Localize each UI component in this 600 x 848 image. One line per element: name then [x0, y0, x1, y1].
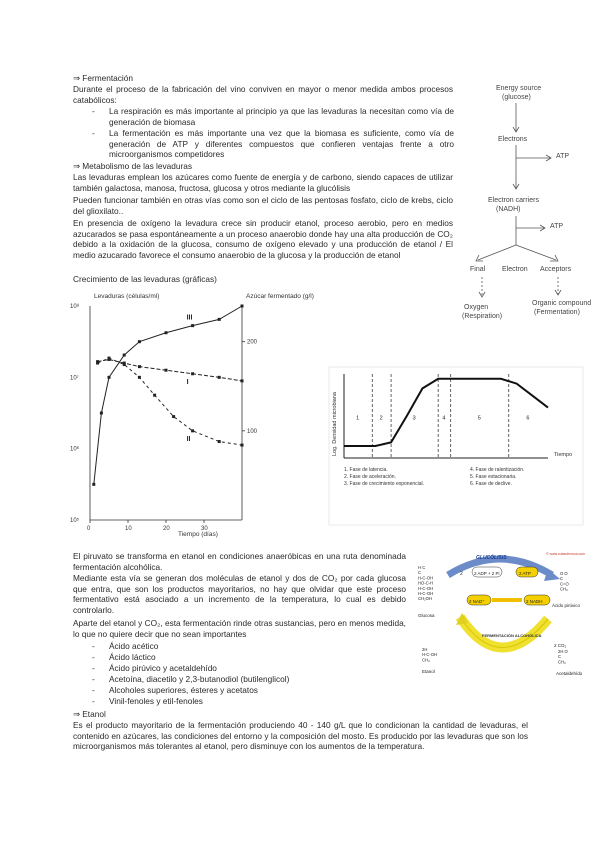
series-label: III [186, 314, 193, 322]
data-point [191, 429, 194, 432]
legend-item: 2. Fase de aceleración. [344, 474, 396, 480]
paragraph-graficas: Crecimiento de las levaduras (gráficas) [73, 274, 217, 284]
phase-label: 5 [477, 415, 481, 422]
bullet-respiracion: La respiración es más importante al principio ya que las levaduras la necesitan como vía de generación de biomasa [109, 106, 454, 127]
energy-source-label: Energy source [496, 85, 542, 92]
series-label: I [186, 378, 189, 386]
paragraph-ruta: Mediante esta vía se generan dos moléculas de etanol y dos de CO₂ por cada glucosa que entra, que son los productos mayoritarios, no hay que olvidar que este proceso fermentativo está asociado a un incremento de la temperatura, lo cual es debido controlarlo. [73, 573, 406, 615]
chart2-xlabel: Tiempo [554, 452, 573, 458]
electrons-label: Electrons [498, 136, 528, 143]
paragraph-etanol: Es el producto mayoritario de la fermentación produciendo 40 - 140 g/L que lo condicionan la cantidad de levaduras, el contenido en azúcares, las condiciones del entorno y la composición del mosto. Es producido por las levaduras que son los microorganismos más tolerantes al etanol, pero disminuye con los aumentos de la temperatura. [73, 720, 528, 752]
paragraph-oxigeno: En presencia de oxígeno la levadura crece sin producir etanol, proceso aerobio, pero en medios azucarados se pasa espontáneamente a un proceso anaerobio donde hay una alta producción de CO₂ debido a la oxidación de la glucosa, consumo de oxígeno elevado y una producción de etanol / El medio azucarado favorece el consumo anaerobio de la glucosa y la producción de etanol [73, 218, 453, 260]
data-point [108, 357, 111, 360]
list-item: Ácido láctico [109, 652, 156, 662]
growth-phase-chart [328, 366, 584, 526]
glucose-formula-line: H C [418, 565, 426, 570]
paragraph-vias: Pueden funcionar también en otras vías como son el ciclo de las pentosas fosfato, ciclo de krebs, ciclo del glioxilato.. [73, 195, 453, 216]
atp-label-2: ATP [550, 223, 564, 230]
bullet-dash: - [92, 106, 95, 116]
acetaldehyde-formula-line: C [558, 654, 562, 660]
co2-label: 2 CO₂ [554, 643, 567, 648]
data-point [123, 354, 126, 357]
acetaldehido-label: Acetaldehído [556, 671, 583, 676]
paragraph-piruvato: El piruvato se transforma en etanol en condiciones anaeróbicas en una ruta denominada fermentación alcohólica. [73, 551, 406, 572]
data-point [241, 379, 244, 382]
chart1-y2label: Azúcar fermentado (g/l) [246, 293, 314, 300]
data-point [218, 440, 221, 443]
data-point [92, 483, 95, 486]
list-dash: - [92, 674, 95, 684]
series-line-III [94, 306, 242, 484]
list-dash: - [92, 663, 95, 673]
data-point [218, 318, 221, 321]
phase-label: 4 [442, 415, 446, 422]
paragraph-intro: Durante el proceso de la fabricación del vino conviven en mayor o menor medida ambos procesos catabólicos: [73, 84, 453, 105]
glucose-formula-line: C [418, 570, 422, 576]
ethanol-formula-line: H-C-OH [422, 652, 438, 658]
nadh-label: 2 NADH [526, 599, 543, 604]
x-tick-label: 20 [163, 526, 170, 532]
ethanol-formula-line: CH₃ [422, 657, 430, 663]
y2-tick-label: 200 [247, 339, 258, 346]
glucolisis-title: GLUCÓLISIS [476, 555, 507, 561]
data-point [165, 331, 168, 334]
x-tick-label: 10 [125, 526, 132, 532]
nad-label: 2 NAD⁺ [469, 599, 485, 604]
glucose-formula-line: H-C-OH [418, 591, 434, 596]
bullet-fermentacion: La fermentación es más importante una vez que la biomasa es suficiente, como vía de generación de ATP y diferentes compuestos que confieren ventajas frente a otro microorganismos competidores [109, 128, 454, 160]
list-dash: - [92, 652, 95, 662]
data-point [191, 372, 194, 375]
adp-label: 2 ADP + 2 Pi [474, 571, 500, 576]
data-point [191, 324, 194, 327]
y-tick-label: 10⁵ [70, 518, 80, 524]
pyruvate-formula-line: CH₃ [560, 586, 568, 592]
y-tick-label: 10⁸ [70, 304, 80, 310]
phase-label: 2 [379, 415, 383, 422]
data-point [108, 376, 111, 379]
atp-label: 2 ATP [519, 571, 531, 576]
data-point [138, 340, 141, 343]
y2-tick-label: 100 [247, 428, 258, 435]
glycolysis-diagram [412, 547, 588, 681]
glucose-formula-line: H-C-OH [418, 575, 434, 581]
electron-label: Electron [502, 266, 528, 273]
phase-label: 3 [412, 415, 416, 422]
y-tick-label: 10⁷ [70, 375, 79, 382]
data-point [241, 444, 244, 447]
glucose-formula-line: CH₂OH [418, 596, 432, 602]
pyruvate-formula-line: C [560, 576, 564, 582]
glucose-formula-line: HO-C-H [418, 580, 434, 586]
data-point [153, 394, 156, 397]
ethanol-formula-line: 2H [422, 647, 428, 652]
data-point [172, 415, 175, 418]
pyruvate-formula-line: C=O [560, 581, 569, 587]
series-label: II [186, 435, 191, 443]
data-point [123, 363, 126, 366]
x-tick-label: 30 [201, 526, 208, 532]
paragraph-otras-sustancias: Aparte del etanol y CO₂, esta fermentación rinde otras sustancias, pero en menos medida, lo que no quiere decir que no sean importantes [73, 618, 406, 639]
fermentation-label: (Fermentation) [534, 309, 580, 316]
chart2-ylabel: Log. Densidad microbiana [332, 392, 338, 456]
svg-text:2: 2 [460, 571, 463, 577]
etanol-label: Etanol [422, 669, 435, 674]
data-point [165, 369, 168, 372]
bullet-dash: - [92, 128, 95, 138]
chart1-ylabel: Levaduras (células/ml) [94, 293, 160, 300]
acceptors-label: Acceptors [540, 266, 572, 273]
heading-fermentacion: ⇒ Fermentación [73, 73, 133, 83]
data-point [138, 376, 141, 379]
list-item: Acetoína, diacetilo y 2,3-butanodiol (butilenglicol) [109, 674, 290, 684]
energy-source-sub: (glucose) [502, 94, 531, 101]
respiration-label: (Respiration) [462, 313, 503, 320]
data-point [100, 412, 103, 415]
piruvico-label: Ácido pirúvico [552, 603, 581, 608]
credit: © www.cubadevinos.com [546, 552, 586, 556]
heading-etanol: ⇒ Etanol [73, 709, 106, 719]
legend-item: 4. Fase de ralentización. [470, 467, 525, 473]
data-point [138, 365, 141, 368]
legend-item: 5. Fase estacionaria. [470, 474, 517, 480]
heading-metabolismo: ⇒ Metabolismo de las levaduras [73, 161, 193, 171]
list-dash: - [92, 685, 95, 695]
data-point [241, 305, 244, 308]
final-label: Final [470, 266, 486, 273]
legend-item: 3. Fase de crecimiento exponencial. [344, 481, 425, 487]
chart1-xlabel: Tiempo (días) [178, 531, 218, 538]
phase-label: 6 [526, 415, 530, 422]
data-point [96, 362, 99, 365]
carriers-sub: (NADH) [496, 206, 521, 213]
list-item: Alcoholes superiores, ésteres y acetatos [109, 685, 258, 695]
list-item: Ácido acético [109, 641, 159, 651]
oxygen-label: Oxygen [464, 304, 489, 311]
data-point [218, 376, 221, 379]
energy-pathway-diagram [458, 80, 600, 320]
ferm-title: FERMENTACIÓN ALCOHÓLICA [482, 633, 542, 638]
list-item: Ácido pirúvico y acetaldehído [109, 663, 217, 673]
phase-label: 1 [356, 415, 360, 422]
y-tick-label: 10⁶ [70, 446, 80, 453]
list-dash: - [92, 696, 95, 706]
acetaldehyde-formula-line: 2H O [558, 649, 568, 654]
list-dash: - [92, 641, 95, 651]
acetaldehyde-formula-line: CH₃ [558, 659, 566, 665]
legend-item: 6. Fase de declive. [470, 481, 512, 487]
glucose-formula-line: H-C-OH [418, 585, 434, 591]
legend-item: 1. Fase de latencia. [344, 467, 388, 473]
atp-label-1: ATP [556, 153, 570, 160]
yeast-growth-chart [60, 288, 328, 548]
carriers-label: Electron carriers [488, 197, 539, 204]
glucosa-label: Glucosa [418, 613, 435, 618]
paragraph-azucares: Las levaduras emplean los azúcares como fuente de energía y de carbono, siendo capaces de utilizar también galactosa, manosa, fructosa, glucosa y otros mediante la glucólisis [73, 172, 453, 193]
list-item: Vinil-fenoles y etil-fenoles [109, 696, 203, 706]
pyruvate-formula-line: O O [560, 571, 568, 576]
organic-label: Organic compound [532, 300, 592, 307]
x-tick-label: 0 [87, 526, 91, 532]
